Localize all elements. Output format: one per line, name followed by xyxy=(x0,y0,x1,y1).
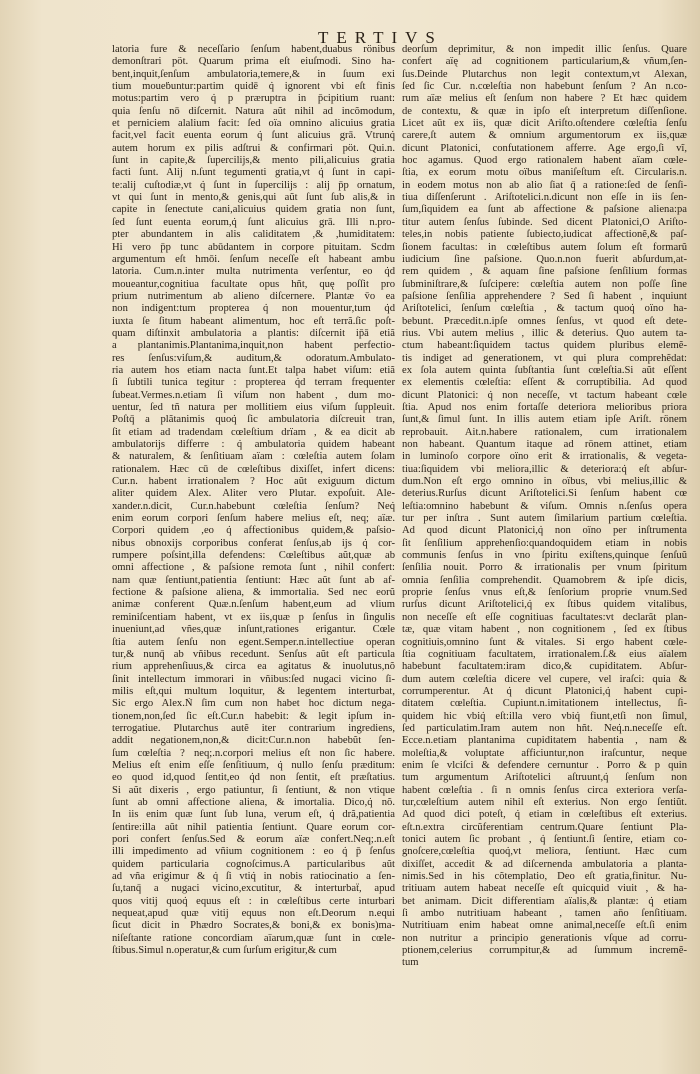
text-line: ſum cœleſtia ? neq;.n.corpori melius eſt non ſic habere. xyxy=(112,747,395,759)
text-line: tæ, quæ vitam habent , non cognitionem , ſed ex ſtibus xyxy=(402,624,687,636)
text-line: ſi ambo nutritiuam habeant , tamen an̄o ſenſitiuam. xyxy=(402,908,687,920)
text-line: tium moueḃuntur:partim quidē q̇ ignorent vbi eſt finis xyxy=(112,81,395,93)
text-line: habebunt facultatem:iram dico,& cupiditatem. Abſur- xyxy=(402,661,687,673)
text-line: ſus.Deinde Plutarchus non legit contextum,vt Alexan, xyxy=(402,68,687,80)
text-line: deterius.Rurſus dicunt Ariſtotelici.Si ſenſum habent cœ xyxy=(402,488,687,500)
text-line: iudicium ſine paſsione. Quo.n.non fuerit abſurdum,at- xyxy=(402,253,687,265)
text-line: Si aũt dixeris , ergo patiuntur, ſi ſentiunt, & non vtique xyxy=(112,784,395,796)
text-line: eſt.n.extra circũferentiam centrum.Quare ſentiunt Pla- xyxy=(402,821,687,833)
text-line: ditatem cœleſtia. Cupiunt.n.imitationem intellectus, ſi- xyxy=(402,698,687,710)
text-line: habent cœleſtia . ſi n omnis ſenſus circa exteriora verſa- xyxy=(402,784,687,796)
text-line: rem quidem , & aquam ſine paſsione ſenſilium formas xyxy=(402,266,687,278)
text-line: ad vña erigimur & q̇ ſi vtiq̇ in nobis ratiocinatio a ſen- xyxy=(112,871,395,883)
text-line: ria autem hos etiam nacta ſunt.Et talpa habet viſum: etiã xyxy=(112,364,395,376)
text-line: ſit etiam ad tradendam cœleſtium drïam , & ea dicit ab xyxy=(112,426,395,438)
text-line: Corpori quidem ,eo q̇ affectionibus quidem,& paſsio- xyxy=(112,525,395,537)
text-line: dixiſſet, accedit & ad diſcernenda ambulatoria a planta- xyxy=(402,858,687,870)
text-line: tis indiget ad generationem, vt qui plura comprehẽdat: xyxy=(402,352,687,364)
text-line: rumpere poſsint,illa defendens: Cœleſtibus aũt,quæ ab xyxy=(112,550,395,562)
text-line: dicunt Platonici, confutationem afferre. Age ergo,ſi vĩ, xyxy=(402,142,687,154)
text-line: nam quæ ſentiunt,patientia ſentiunt: Hæc aũt ſunt ab af- xyxy=(112,574,395,586)
text-line: pter abundantem in alis caliditatem ,& ,humiditatem: xyxy=(112,229,395,241)
text-line: terrogatiue. Plutarchus autẽ iter contrarium ingrediens, xyxy=(112,722,395,734)
text-line: nibus obnoxijs corporibus conferat ſenſus,ab ijs q̇ cor- xyxy=(112,537,395,549)
text-line: addit negationem,non,& dicit:Cur.n.non habebũt ſen- xyxy=(112,735,395,747)
text-line: latoria fure & neceſſario ſenſum habent,duabus rönibus xyxy=(112,44,395,55)
text-line: milis eſt,qui multum loquitur, & legentem interturbat, xyxy=(112,685,395,697)
text-line: pori confert ſenſus.Sed & eorum aïæ confert.Neq;.n.eſt xyxy=(112,834,395,845)
text-line: ſtia, ex eorum motu oïbus maniſeſtum eſt. Circularis.n. xyxy=(402,167,687,179)
text-line: Ad quod dicunt Platonici,q̇ non oïno per inſtrumenta xyxy=(402,525,687,537)
text-line: rationalem. Hæc cū de cœleſtibus dixiſſet, infert dicens: xyxy=(112,463,395,475)
text-line: ſtibus.Simul n.operatur,& cum ſurſum erigitur,& cum xyxy=(112,945,337,957)
text-line: cognitiuis,omnino ſunt & vitales. Si ergo habent cœle- xyxy=(402,636,687,648)
text-line: quam diſtinxit ambulatoria a plantis: diſcernit ip̄ā etiã xyxy=(112,327,395,339)
text-line: dum autem cœleſtia dicere vel cupere, vel iraſci: quia & xyxy=(402,673,687,685)
text-line: tur,cœleſtium autem nihil eſt exterius. Non ergo ſentiũt. xyxy=(402,796,687,808)
text-line: ſi ſubtili tunica tegitur : propterea q̇d terram frequenter xyxy=(112,377,395,389)
text-line: nimis.Sed in his cõtemplatio, Deo eſt gratia,finitur. Nu- xyxy=(402,871,687,883)
text-line: in luminoſo corpore oïno erit & irrationalis, & vegeta- xyxy=(402,451,687,463)
text-line: tur,& nunq̄ ab vñibus recedunt. Senſus aũt eſt particula xyxy=(112,648,395,660)
text-line: non indigent:tum propterea q̇ non mouentur,tum q̇d xyxy=(112,303,395,315)
text-line: uentur, ſed tñ natura per mollitiem eius viſum ſuppleuit. xyxy=(112,401,395,413)
text-line: illi impedimento ad vñium cognitionem : eo q̇ p̄ ſenſus xyxy=(112,846,395,858)
text-line: omni affectione , & paſsione remota ſunt , nihil confert: xyxy=(112,562,395,574)
text-line: ſu,tanq̄ a nugaci vicino,excutitur, & interturbaẗ, apud xyxy=(112,883,395,895)
text-line: Nutritiuam enim habeat omne animal,neceſſe eſt.ſi enim xyxy=(402,920,687,932)
text-line: bebunt. Præcedit.n.ipſe omnes ſenſus, vt quod eſt dete- xyxy=(402,315,687,327)
text-line: Ad quod dici poteſt, q̇ etiam in cœleſtibus eſt exterius. xyxy=(402,809,687,821)
text-line: proprie ſenſus vnus eſt,& ſenſorium proprie vnum.Sed xyxy=(402,587,687,599)
text-line: quos vitij quoq̇ equus eſt : in cœleſtibus certe inturbari xyxy=(112,895,395,907)
text-line: tum xyxy=(402,957,419,969)
text-line: ſed particulatim.Iram autem non hñt. Neq̇.n.neceſſe eſt. xyxy=(402,722,687,734)
text-line: ſionem facultas: in cœleſtibus autem ſolum eſt formarũ xyxy=(402,241,687,253)
text-line: ſed ſunt euenta eorum,q̇ ſunt alicuius grā. Illi n.pro- xyxy=(112,216,395,228)
text-line: facit,vel facit euenta eorum q̇ ſunt alicuius grā. Vtrunq̇ xyxy=(112,130,395,142)
text-line: a plantanimis.Plantanima,inquit,non habent perfectio- xyxy=(112,340,395,352)
text-line: ctum habeant:ſiquidem tactus quidem pluribus elemẽ- xyxy=(402,340,687,352)
text-line: ſtia cognitiuam facultatem, irrationalem.ſ.& eius aïalem xyxy=(402,648,687,660)
right-text-column xyxy=(402,44,687,970)
text-line: In iis enim quæ ſunt ſub luna, verum eſt, q̇ drã,patientia xyxy=(112,809,395,821)
text-line: ſum,ſiquidem ea ſunt ab affectione & paſsione aliena:pa xyxy=(402,204,687,216)
text-line: ambulatorijs differre : q̇ ambulatoria quidem habeant xyxy=(112,439,395,450)
text-line: tur per inſtra . Sunt autem ſimilarium partium cœleſtia. xyxy=(402,513,687,525)
text-line: Melius eſt enim eſſe ſenſitiuum, q̇ nullo ſenſu præditum: xyxy=(112,759,395,771)
text-line: ſenſilia nouit. Porro & irrationalis per vnum ſpiritum xyxy=(402,562,687,574)
text-line: moleſtia,& voluptate afficiuntur,non iraſcuntur, neque xyxy=(402,747,687,759)
text-line: tiua:ſiquidem vbi meliora,illic & deteriora:q̇ eſt abſur- xyxy=(402,463,687,475)
text-line: iuxta ſe ſitum habeant alimentum, hoc eſt terrã.ſic poſt- xyxy=(112,315,395,327)
text-line: ex ſola autem quinta ſubſtantia ſunt cœleſtia.Si aũt eſſent xyxy=(402,364,687,376)
text-line: reprobauit. Ait.n.habere rationalem, cum irrationalem xyxy=(402,426,687,438)
text-line: prium nutrimentum ab alieno diſcernere. Plantæ v̄o ea xyxy=(112,290,395,302)
text-line: fectione & paſsione aliena, & immortalia. Sed nec eorũ xyxy=(112,587,395,599)
text-line: quia ſenſu nō diſcernit. Natura aũt nihil ad incõmodum, xyxy=(112,105,395,117)
left-text-column xyxy=(112,44,395,957)
text-line: communis ſenſus in vno ſpiritu exiſtens,quinque ſenſuũ xyxy=(402,550,687,562)
text-line: rum aïæ melius eſt ſenſum non habere ? Et hæc quidem xyxy=(402,93,687,105)
text-line: quidem particularia cognoſcimus.A particularibus aũt xyxy=(112,858,395,870)
text-line: carere,ſt autem & omnium argumentorum ex iis,quæ xyxy=(402,130,687,142)
text-line: tiua diſſenſerunt . Ariſtotelici.n.dicunt non eſſe in iis ſen- xyxy=(402,192,687,204)
text-line: in eodem motus non ab alio ſiat q̄ a ratione:ſed de ſenſi- xyxy=(402,179,687,191)
text-line: ptionem,celerius corrumpitur,& ad ſummum incremẽ- xyxy=(402,945,687,957)
text-line: latoria. Cum.n.inter multa nutrimenta verſentur, eo q̇d xyxy=(112,266,395,278)
text-line: demonſtrari pöt. Quarum prima eſt eiuſmodi. Sino ha- xyxy=(112,56,395,68)
text-line: ſunt in capite,& ſupercilijs,& mento pili,alicuius gratia xyxy=(112,155,395,167)
text-line: non nutritur a principio generationis vſque ad corru- xyxy=(402,932,687,944)
text-line: Cur.n. habent irrationalem ? Hoc aũt exiguum dictum xyxy=(112,476,395,488)
text-line: paſsione ſenſilia apprehendere ? Sed ſi habent , inquiunt xyxy=(402,290,687,302)
text-line: moueantur,cognitiua facultate opus hñt, quę poſſit pro xyxy=(112,278,395,290)
text-line: bet animam. Dicit differentiam aïalis,& plantæ: q̇ etiam xyxy=(402,895,687,907)
text-line: nequeat,apud quæ vitij equus non eſt.Deorum n.equi xyxy=(112,908,395,920)
text-line: animæ conferent Quæ.n.ſenſum habent,eum ad vlium xyxy=(112,599,395,611)
text-line: niſeſtante ratione concordiam aïarum,quæ ſunt in cœle- xyxy=(112,932,395,944)
text-line: autem horum ex pilis adſtrui & confirmari pöt. Qui.n. xyxy=(112,142,395,154)
text-line: inueniunt,ad vñes,quæ inſunt,rationes erigantur. Cœle xyxy=(112,624,395,636)
text-line: ex elementis cœleſtia: eſſent & corruptibilia. Ad quod xyxy=(402,377,687,389)
text-line: Hi vero p̄p tunc abūdantem in corpore pituitam. Scdm xyxy=(112,241,395,253)
text-line: ſentire:illa aũt nihil patientia ſentiunt. Quare eorum cor- xyxy=(112,821,395,833)
text-line: et perniciem alalium facit: ſed oïa omnino alicuius gratia xyxy=(112,118,395,130)
text-line: teles,in nobis patiente ſubiecto,iudicat affectionẽ,& paſ- xyxy=(402,229,687,241)
text-line: vt qui ſunt in mento,& genis,qui aũt ſunt ſub alis,& in xyxy=(112,192,395,204)
text-line: & naturalem, & ſenſitiuam aïam : cœleſtia autem ſolam xyxy=(112,451,395,463)
text-line: ſicut dicit in Phædro Socrates,& boni,& ex bonis)ma- xyxy=(112,920,395,932)
text-line: ſtia autem ſenſu non egent.Semper.n.intellectiue operan xyxy=(112,636,395,648)
text-line: tonici autem ſic probant , q̇ ſentiunt.ſi ſentire, etiam co- xyxy=(402,834,687,845)
text-line: ſunt ab omni affectione aliena, & imortalia. Dico,q̇ nõ. xyxy=(112,796,395,808)
text-line: rius. Vbi autem melius , illic & deterius. Quo autem ta- xyxy=(402,327,687,339)
text-line: ſubminiſtrare,& ſuſcipere: cœleſtia autem non poſſe ſine xyxy=(402,278,687,290)
text-line: aliter quidem Alex. Aliter vero Plutar. expoſuit. Ale- xyxy=(112,488,395,500)
text-line: bent,inquit,ſenſum ambulatoria,temere,& in ſuum exi xyxy=(112,68,395,80)
text-line: te:alij cuſtodiæ,vt q̇ ſunt in ſupercilijs : alij p̄p ornatum, xyxy=(112,179,395,191)
text-line: ſubeat.Vermes.n.etiam ſi viſum non habent , dum mo- xyxy=(112,389,395,401)
text-line: omnia ſenſilia comprehendit. Quamobrem & ipſe dicis, xyxy=(402,574,687,586)
text-line: motus:partim vero q̇ p præruptra in p̄cipitium ruant: xyxy=(112,93,395,105)
text-line: Ecce.n.etiam plantanima cupiditatem habentia , nam & xyxy=(402,735,687,747)
text-line: ſinit intellectum immorari in vñibus:ſed nugaci vicino ſi- xyxy=(112,673,395,685)
text-line: corrumperentur. At q̇ dicunt Platonici,q̇ habent cupi- xyxy=(402,685,687,697)
text-line: enim eorum corpori ſenſum habere melius eſt, neq; aïæ. xyxy=(112,513,395,525)
text-line: tritiuam autem habeat neceſſe eſt quicquid viuit , & ha- xyxy=(402,883,687,895)
text-line: dicunt Platonici: q̇ non neceſſe, vt tactum habeant cœle xyxy=(402,389,687,401)
text-line: ſtia. Apud nos enim fortaſſe deteriora melioribus priora xyxy=(402,401,687,413)
text-line: ſit ſenſilium apprehenſio:quandoquidem etiam in nobis xyxy=(402,537,687,549)
text-line: tionem,non,ſed ſic eſt.Cur.n habebit: & legit ipſum in- xyxy=(112,710,395,722)
text-line: dum.Non eſt ergo omnino in oïbus, vbi melius,illic & xyxy=(402,476,687,488)
text-line: de contextu, & quæ in ipſo eſt interpretum diſſenſione. xyxy=(402,105,687,117)
text-line: leſtia:omnino habebunt & viſum. Omnis n.ſenſus opera xyxy=(402,500,687,512)
text-line: Licet aũt ex iis, quæ dicit Ariſto.oſtendere cœleſtia ſenſu xyxy=(402,118,687,130)
text-line: enim ſe vlciſci & defendere cernuntur . Porro & p quin xyxy=(402,759,687,771)
text-line: Ariſtotelici, ſenſum cœleſtia , & tactum quoq̇ oïno ha- xyxy=(402,303,687,315)
text-line: ſed ſic Cur. n.cœleſtia non habebunt ſenſum ? An n.co- xyxy=(402,81,687,93)
text-line: reminiſcentiam habent, vt ex iis,quæ p ſenſus in ſingulis xyxy=(112,611,395,623)
text-line: confert aïę ad cognitionem particularium,& vñum,ſen- xyxy=(402,56,687,68)
text-line: deorſum deprimitur, & non impedit illic ſenſus. Quare xyxy=(402,44,687,55)
text-line: xander.n.dicit, Cur.n.habebunt cœleſtia ſenſum? Neq̇ xyxy=(112,500,395,512)
text-line: res ſenſus:viſum,& auditum,& odoratum.Ambulato- xyxy=(112,352,395,364)
text-line: hoc agamus. Quod ergo rationalem habent aïam cœle- xyxy=(402,155,687,167)
text-line: tum argumentum Ariſtotelici aſtruunt,q̇ ſenſum non xyxy=(402,772,687,784)
text-line: facti ſunt. Alij n.ſunt tegumenti gratia,vt q̇ ſunt in capi- xyxy=(112,167,395,179)
text-line: Sic ergo Alex.Ñ ſim cum non habet hoc dictum nega- xyxy=(112,698,395,710)
text-line: gnoſcere,cœleſtia quoq̇,vt meliora, ſentiunt. Hæc cum xyxy=(402,846,687,858)
text-line: eo quod id,quod ſentit,eo q̇d non ſentit, eſt præſtatius. xyxy=(112,772,395,784)
text-line: argumentum eſt hmōi. ſenſum neceſſe eſt habeant ambu xyxy=(112,253,395,265)
text-line: rurſus dicunt Ariſtotelici,q̇ ex ſtibus quidem vitalibus, xyxy=(402,599,687,611)
text-line: titur autem ſenſus ſubinde. Sed dicent Platonici,O Ariſto- xyxy=(402,216,687,228)
text-line: rium apprehenſiuus,& circa ea agitatus & inuolutus,nõ xyxy=(112,661,395,673)
text-line: quidem hic vbiq̇ eſt:illa vero vbiq̇ fiunt,etſi non ſimul, xyxy=(402,710,687,722)
running-head: TERTIVS xyxy=(318,28,443,47)
text-line: non habeant. Quantum itaque ad rönem attinet, etiam xyxy=(402,439,687,450)
text-line: non neceſſe eſt eſſe cognitiuas facultates:vt declarãt plan- xyxy=(402,611,687,623)
text-line: ſunt,& ſimul ſunt. In illis autem etiam ipſe Ariſt. rönem xyxy=(402,414,687,426)
text-line: capite in ſenectute cani,alicuius quidem gratia non ſunt, xyxy=(112,204,395,216)
text-line: Poſtq̄ a plãtanimis quoq̇ ſic ambulatoria diſcreuit tran, xyxy=(112,414,395,426)
